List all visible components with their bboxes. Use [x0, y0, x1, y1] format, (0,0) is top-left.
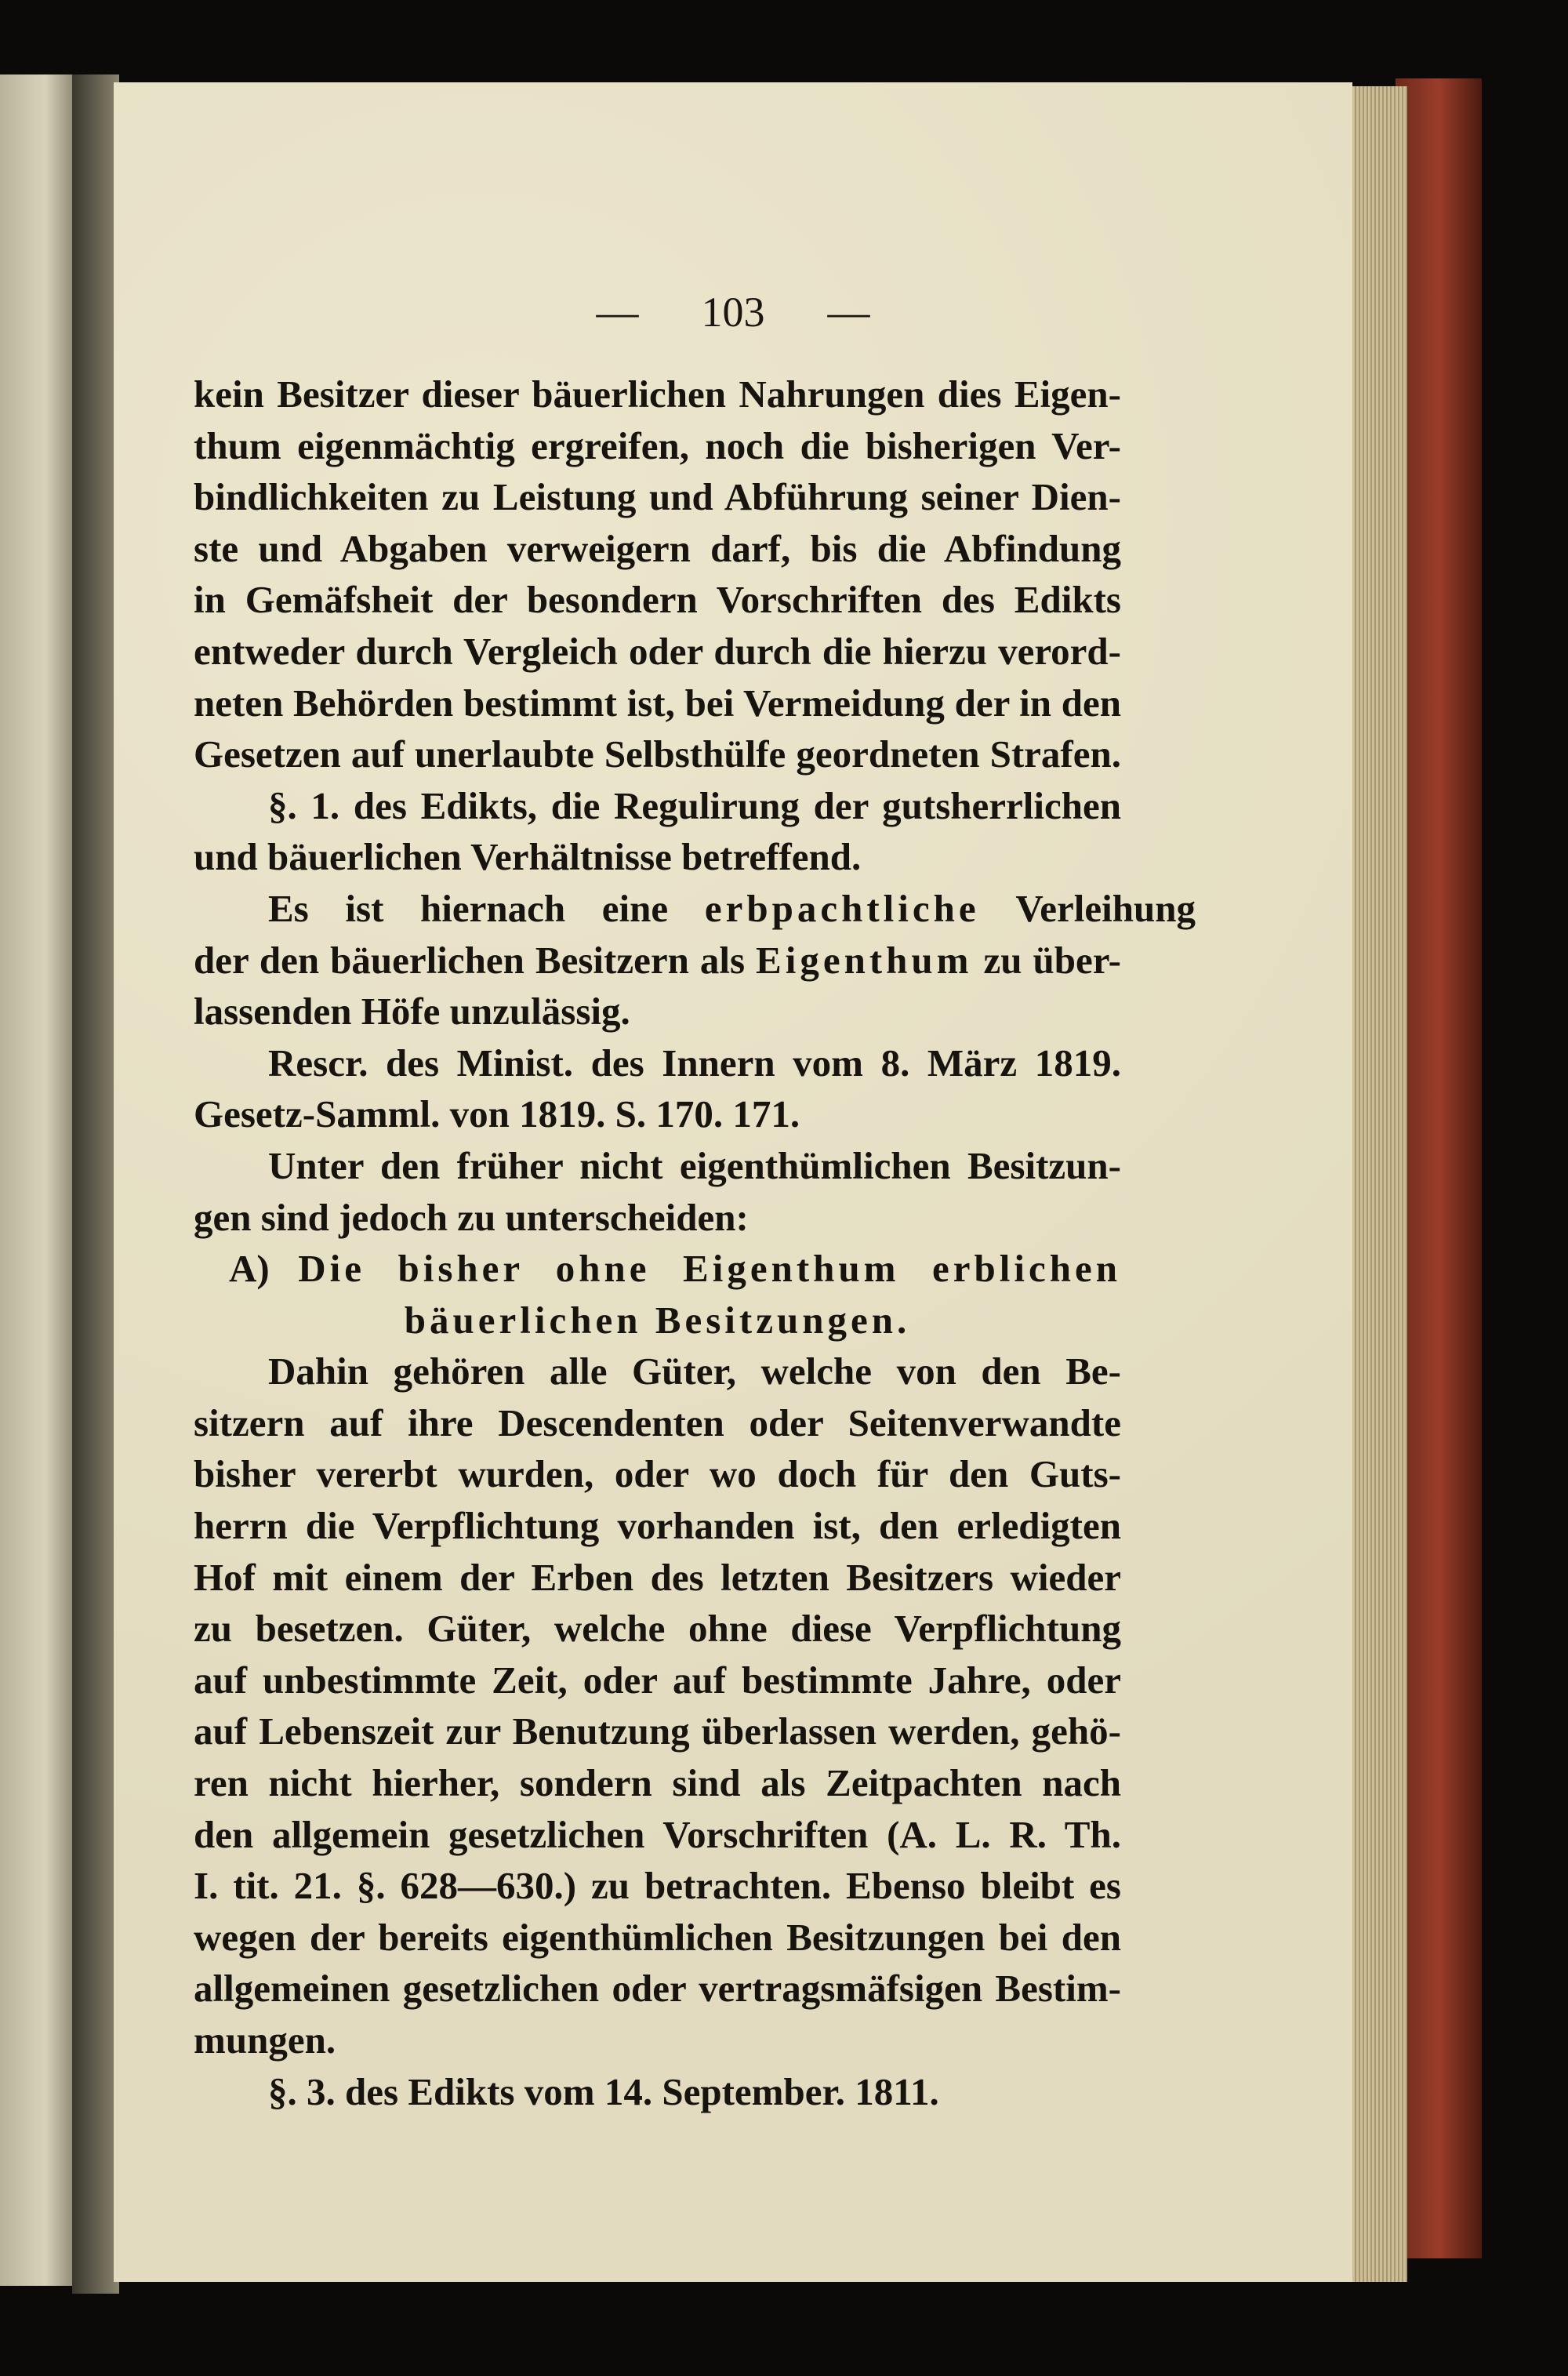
text-segment: den allgemein gesetzlichen Vorschriften (A. L. R. Th.	[194, 1812, 1121, 1856]
text-line	[194, 1963, 1121, 2015]
text-segment: auf Lebenszeit zur Benutzung überlassen werden, gehö-	[194, 1709, 1121, 1753]
text-segment: herrn die Verpflichtung vorhanden ist, den erledigten	[194, 1504, 1121, 1548]
text-segment: Hof mit einem der Erben des letzten Besitzers wieder	[194, 1555, 1121, 1599]
dash-left: —	[596, 289, 639, 336]
text-segment: der den bäuerlichen Besitzern als	[194, 938, 757, 982]
text-segment: entweder durch Vergleich oder durch die hierzu verord-	[194, 629, 1121, 673]
text-line	[194, 1706, 1121, 1757]
page-edges	[1345, 86, 1407, 2282]
text-segment: zu über-	[972, 938, 1121, 982]
text-line	[194, 1295, 1121, 1346]
text-segment: I. tit. 21. §. 628—630.) zu betrachten. Ebenso bleibt es	[194, 1864, 1121, 1908]
text-segment: ste und Abgaben verweigern darf, bis die Abfindung	[194, 526, 1121, 570]
page-number: 103	[701, 289, 765, 336]
text-segment: ren nicht hierher, sondern sind als Zeitpachten nach	[194, 1761, 1121, 1805]
text-line	[194, 1397, 1121, 1449]
text-segment: Unter den früher nicht eigenthümlichen Besitzun-	[268, 1143, 1121, 1187]
text-segment: zu besetzen. Güter, welche ohne diese Verpflichtung	[194, 1607, 1121, 1651]
text-line	[194, 2066, 1121, 2118]
text-segment: §. 1. des Edikts, die Regulirung der gutsherrlichen	[268, 783, 1121, 827]
dash-right: —	[827, 289, 870, 336]
text-segment: bisher vererbt wurden, oder wo doch für den Guts-	[194, 1452, 1121, 1496]
text-segment: neten Behörden bestimmt ist, bei Vermeidung der in den	[194, 681, 1121, 725]
text-segment: Gesetzen auf unerlaubte Selbsthülfe geordneten Strafen.	[194, 732, 1121, 776]
text-segment: thum eigenmächtig ergreifen, noch die bisherigen Ver-	[194, 423, 1121, 467]
text-line	[194, 1655, 1121, 1706]
text-segment: und bäuerlichen Verhältnisse betreffend.	[194, 835, 862, 879]
text-segment: allgemeinen gesetzlichen oder vertragsmäfsigen Bestim-	[194, 1967, 1121, 2011]
text-line	[194, 471, 1121, 523]
text-line	[194, 678, 1121, 729]
text-segment: Dahin gehören alle Güter, welche von den Be-	[268, 1350, 1121, 1393]
text-line	[194, 780, 1121, 832]
text-segment: sitzern auf ihre Descendenten oder Seitenverwandte	[194, 1401, 1121, 1444]
page-header	[114, 288, 1352, 336]
text-segment: A)	[229, 1247, 299, 1291]
text-segment: §. 3. des Edikts vom 14. September. 1811.	[268, 2069, 939, 2113]
page-body-text	[194, 369, 1196, 2117]
text-line	[194, 1912, 1121, 1964]
text-segment: gen sind jedoch zu unterscheiden:	[194, 1195, 749, 1239]
text-segment: Verleihung	[979, 886, 1196, 930]
text-line	[194, 2015, 1121, 2066]
text-line	[194, 935, 1121, 986]
text-line	[194, 1037, 1121, 1089]
text-line	[194, 883, 1196, 935]
text-line	[194, 1346, 1121, 1397]
text-line	[194, 1192, 1121, 1244]
spaced-emphasis-text: bäuerlichen Besitzungen.	[404, 1298, 911, 1342]
text-line	[194, 626, 1121, 678]
text-line	[194, 369, 1121, 420]
text-line	[194, 1809, 1121, 1861]
text-line	[194, 1500, 1121, 1552]
left-page-edge	[0, 74, 75, 2286]
book-cover-edge	[1396, 78, 1482, 2258]
text-line	[194, 574, 1121, 626]
text-segment: Rescr. des Minist. des Innern vom 8. März 1819.	[268, 1041, 1121, 1084]
text-line	[194, 1552, 1121, 1604]
text-line	[194, 1860, 1121, 1912]
text-segment: in Gemäfsheit der besondern Vorschriften des Edikts	[194, 578, 1121, 622]
text-line	[194, 1603, 1121, 1655]
text-line	[194, 1088, 1121, 1140]
text-segment: Es ist hiernach eine	[267, 886, 705, 930]
text-line	[194, 420, 1121, 472]
spaced-emphasis-text: erbpachtliche	[704, 886, 980, 930]
text-line	[194, 728, 1121, 780]
text-segment: mungen.	[194, 2018, 336, 2062]
text-line	[194, 1140, 1121, 1192]
text-segment: Gesetz-Samml. von 1819. S. 170. 171.	[194, 1092, 800, 1136]
text-line	[194, 523, 1121, 575]
text-line	[194, 1757, 1121, 1809]
text-line	[194, 1243, 1121, 1295]
spaced-emphasis-text: Eigenthum	[756, 938, 973, 982]
book-page	[114, 82, 1352, 2282]
book-gutter	[72, 74, 119, 2294]
text-line	[194, 831, 1121, 883]
text-segment: auf unbestimmte Zeit, oder auf bestimmte Jahre, oder	[194, 1658, 1121, 1702]
text-segment: kein Besitzer dieser bäuerlichen Nahrungen dies Eigen-	[194, 372, 1121, 416]
text-segment: lassenden Höfe unzulässig.	[194, 990, 630, 1034]
text-line	[194, 1448, 1121, 1500]
text-segment: wegen der bereits eigenthümlichen Besitzungen bei den	[194, 1915, 1121, 1959]
text-line	[194, 986, 1121, 1037]
spaced-emphasis-text: Die bisher ohne Eigenthum erblichen	[298, 1247, 1121, 1291]
text-segment: bindlichkeiten zu Leistung und Abführung seiner Dien-	[194, 475, 1121, 519]
